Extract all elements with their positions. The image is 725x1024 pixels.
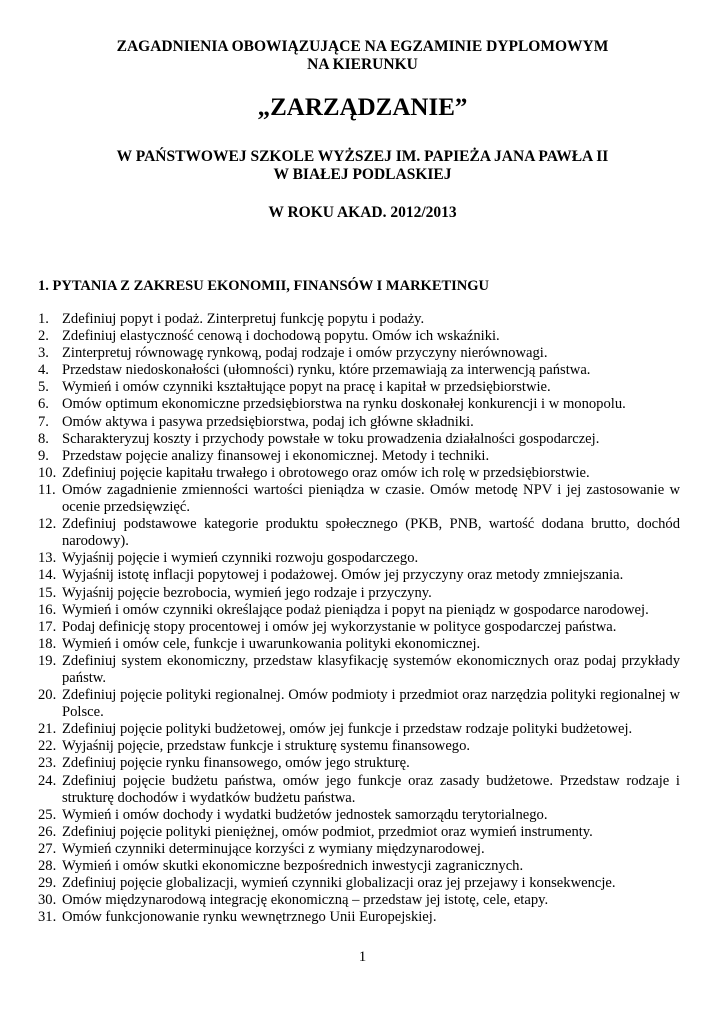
question-text: Wymień i omów cele, funkcje i uwarunkowania polityki ekonomicznej. xyxy=(62,635,481,652)
question-text: Omów optimum ekonomiczne przedsiębiorstwa na rynku doskonałej konkurencji i w monopolu. xyxy=(62,396,626,413)
question-text: Wyjaśnij pojęcie bezrobocia, wymień jego rodzaje i przyczyny. xyxy=(62,584,432,601)
question-number: 13. xyxy=(38,550,57,567)
question-number: 14. xyxy=(38,567,57,584)
question-item xyxy=(38,396,680,413)
question-number: 9. xyxy=(38,447,49,464)
question-number: 16. xyxy=(38,601,57,618)
question-text: Zinterpretuj równowagę rynkową, podaj rodzaje i omów przyczyny nierównowagi. xyxy=(62,345,548,362)
question-item xyxy=(38,465,680,482)
school-line-1: W PAŃSTWOWEJ SZKOLE WYŻSZEJ IM. PAPIEŻA JANA PAWŁA II xyxy=(116,148,609,165)
question-item xyxy=(38,824,680,841)
title-line-1: ZAGADNIENIA OBOWIĄZUJĄCE NA EGZAMINIE DYPLOMOWYM xyxy=(116,38,609,55)
question-number: 18. xyxy=(38,635,57,652)
question-text: Wymień i omów czynniki określające podaż pieniądza i popyt na pieniądz w gospodarce narodowej. xyxy=(62,601,649,618)
question-item xyxy=(38,567,680,584)
question-text: Przedstaw pojęcie analizy finansowej i ekonomicznej. Metody i techniki. xyxy=(62,447,490,464)
question-text: Zdefiniuj pojęcie polityki pieniężnej, omów podmiot, przedmiot oraz wymień instrumenty. xyxy=(62,823,593,840)
question-item xyxy=(38,909,680,926)
question-item xyxy=(38,414,680,431)
question-text: Omów międzynarodową integrację ekonomiczną – przedstaw jej istotę, cele, etapy. xyxy=(62,892,549,909)
question-text: Wyjaśnij pojęcie, przedstaw funkcje i strukturę systemu finansowego. xyxy=(62,738,471,755)
question-number: 31. xyxy=(38,909,57,926)
question-item xyxy=(38,892,680,909)
question-item xyxy=(38,738,680,755)
question-item xyxy=(38,653,680,687)
document-title xyxy=(0,38,725,74)
question-text: Omów funkcjonowanie rynku wewnętrznego Unii Europejskiej. xyxy=(62,909,437,926)
question-number: 19. xyxy=(38,652,57,669)
question-text: Wyjaśnij istotę inflacji popytowej i podażowej. Omów jej przyczyny oraz metody zmniejszania. xyxy=(62,567,624,584)
question-item xyxy=(38,585,680,602)
question-text: Zdefiniuj pojęcie rynku finansowego, omów jego strukturę. xyxy=(62,755,410,772)
question-text: Zdefiniuj pojęcie kapitału trwałego i obrotowego oraz omów ich rolę w przedsiębiorstwie. xyxy=(62,464,590,481)
question-item xyxy=(38,311,680,328)
question-item xyxy=(38,636,680,653)
school-line-2: W BIAŁEJ PODLASKIEJ xyxy=(273,166,452,183)
question-number: 26. xyxy=(38,823,57,840)
question-item xyxy=(38,431,680,448)
question-number: 15. xyxy=(38,584,57,601)
question-number: 30. xyxy=(38,892,57,909)
question-number: 27. xyxy=(38,840,57,857)
question-text: Zdefiniuj elastyczność cenową i dochodową popytu. Omów ich wskaźniki. xyxy=(62,328,500,345)
question-item xyxy=(38,362,680,379)
question-text: Zdefiniuj pojęcie polityki budżetowej, omów jej funkcje i przedstaw rodzaje polityki budżetowej. xyxy=(62,721,633,738)
question-text: Wyjaśnij pojęcie i wymień czynniki rozwoju gospodarczego. xyxy=(62,550,419,567)
question-text: Wymień i omów czynniki kształtujące popyt na pracę i kapitał w przedsiębiorstwie. xyxy=(62,379,551,396)
question-text: Zdefiniuj system ekonomiczny, przedstaw klasyfikację systemów ekonomicznych oraz podaj przykłady państw. xyxy=(62,652,680,686)
question-number: 3. xyxy=(38,345,49,362)
question-number: 21. xyxy=(38,721,57,738)
question-text: Scharakteryzuj koszty i przychody powstałe w toku prowadzenia działalności gospodarczej. xyxy=(62,430,600,447)
question-number: 24. xyxy=(38,772,57,789)
title-line-2: NA KIERUNKU xyxy=(307,56,418,73)
question-number: 2. xyxy=(38,328,49,345)
question-text: Omów aktywa i pasywa przedsiębiorstwa, podaj ich główne składniki. xyxy=(62,413,474,430)
question-item xyxy=(38,345,680,362)
question-item xyxy=(38,379,680,396)
question-number: 12. xyxy=(38,516,57,533)
question-text: Zdefiniuj pojęcie polityki regionalnej. Omów podmioty i przedmiot oraz narzędzia polityki regionalnej w Polsce. xyxy=(62,687,680,721)
question-number: 23. xyxy=(38,755,57,772)
question-number: 4. xyxy=(38,362,49,379)
question-item xyxy=(38,841,680,858)
question-item xyxy=(38,550,680,567)
question-item xyxy=(38,755,680,772)
question-number: 5. xyxy=(38,379,49,396)
question-item xyxy=(38,687,680,721)
question-list xyxy=(38,311,680,926)
question-number: 8. xyxy=(38,430,49,447)
question-item xyxy=(38,619,680,636)
question-text: Omów zagadnienie zmienności wartości pieniądza w czasie. Omów metodę NPV i jej zastosowanie w ocenie przedsięwzięć. xyxy=(62,481,680,516)
question-text: Zdefiniuj pojęcie budżetu państwa, omów jego funkcje oraz zasady budżetowe. Przedstaw rodzaje i strukturę dochodów i wydatków budżetu państwa. xyxy=(62,772,680,806)
question-item xyxy=(38,328,680,345)
question-number: 25. xyxy=(38,806,57,823)
question-item xyxy=(38,602,680,619)
question-item xyxy=(38,807,680,824)
question-number: 20. xyxy=(38,687,57,704)
question-number: 29. xyxy=(38,875,57,892)
question-text: Wymień i omów dochody i wydatki budżetów jednostek samorządu terytorialnego. xyxy=(62,806,548,823)
question-item xyxy=(38,482,680,516)
question-item xyxy=(38,516,680,550)
field-of-study-title: „ZARZĄDZANIE” xyxy=(257,94,468,121)
question-number: 1. xyxy=(38,311,49,327)
school-name xyxy=(0,148,725,184)
academic-year: W ROKU AKAD. 2012/2013 xyxy=(268,204,457,221)
question-text: Zdefiniuj pojęcie globalizacji, wymień czynniki globalizacji oraz jej przejawy i konsekwencje. xyxy=(62,875,616,892)
question-number: 17. xyxy=(38,618,57,635)
question-text: Przedstaw niedoskonałości (ułomności) rynku, które przemawiają za interwencją państwa. xyxy=(62,362,591,379)
question-item xyxy=(38,858,680,875)
question-item xyxy=(38,875,680,892)
question-number: 7. xyxy=(38,413,49,430)
question-text: Podaj definicję stopy procentowej i omów jej wykorzystanie w polityce gospodarczej państwa. xyxy=(62,618,617,635)
question-number: 6. xyxy=(38,396,49,413)
question-text: Zdefiniuj popyt i podaż. Zinterpretuj funkcję popytu i podaży. xyxy=(62,311,425,327)
question-number: 28. xyxy=(38,858,57,874)
question-text: Wymień czynniki determinujące korzyści z wymiany międzynarodowej. xyxy=(62,840,485,857)
question-number: 11. xyxy=(38,481,56,498)
question-item xyxy=(38,448,680,465)
question-item xyxy=(38,721,680,738)
question-text: Zdefiniuj podstawowe kategorie produktu społecznego (PKB, PNB, wartość dodana brutto, dochód narodowy). xyxy=(62,516,680,550)
question-text: Wymień i omów skutki ekonomiczne bezpośrednich inwestycji zagranicznych. xyxy=(62,858,524,874)
section-title: 1. PYTANIA Z ZAKRESU EKONOMII, FINANSÓW I MARKETINGU xyxy=(38,278,490,294)
question-item xyxy=(38,773,680,807)
question-number: 10. xyxy=(38,464,57,481)
question-number: 22. xyxy=(38,738,57,755)
page-number: 1 xyxy=(358,949,367,965)
